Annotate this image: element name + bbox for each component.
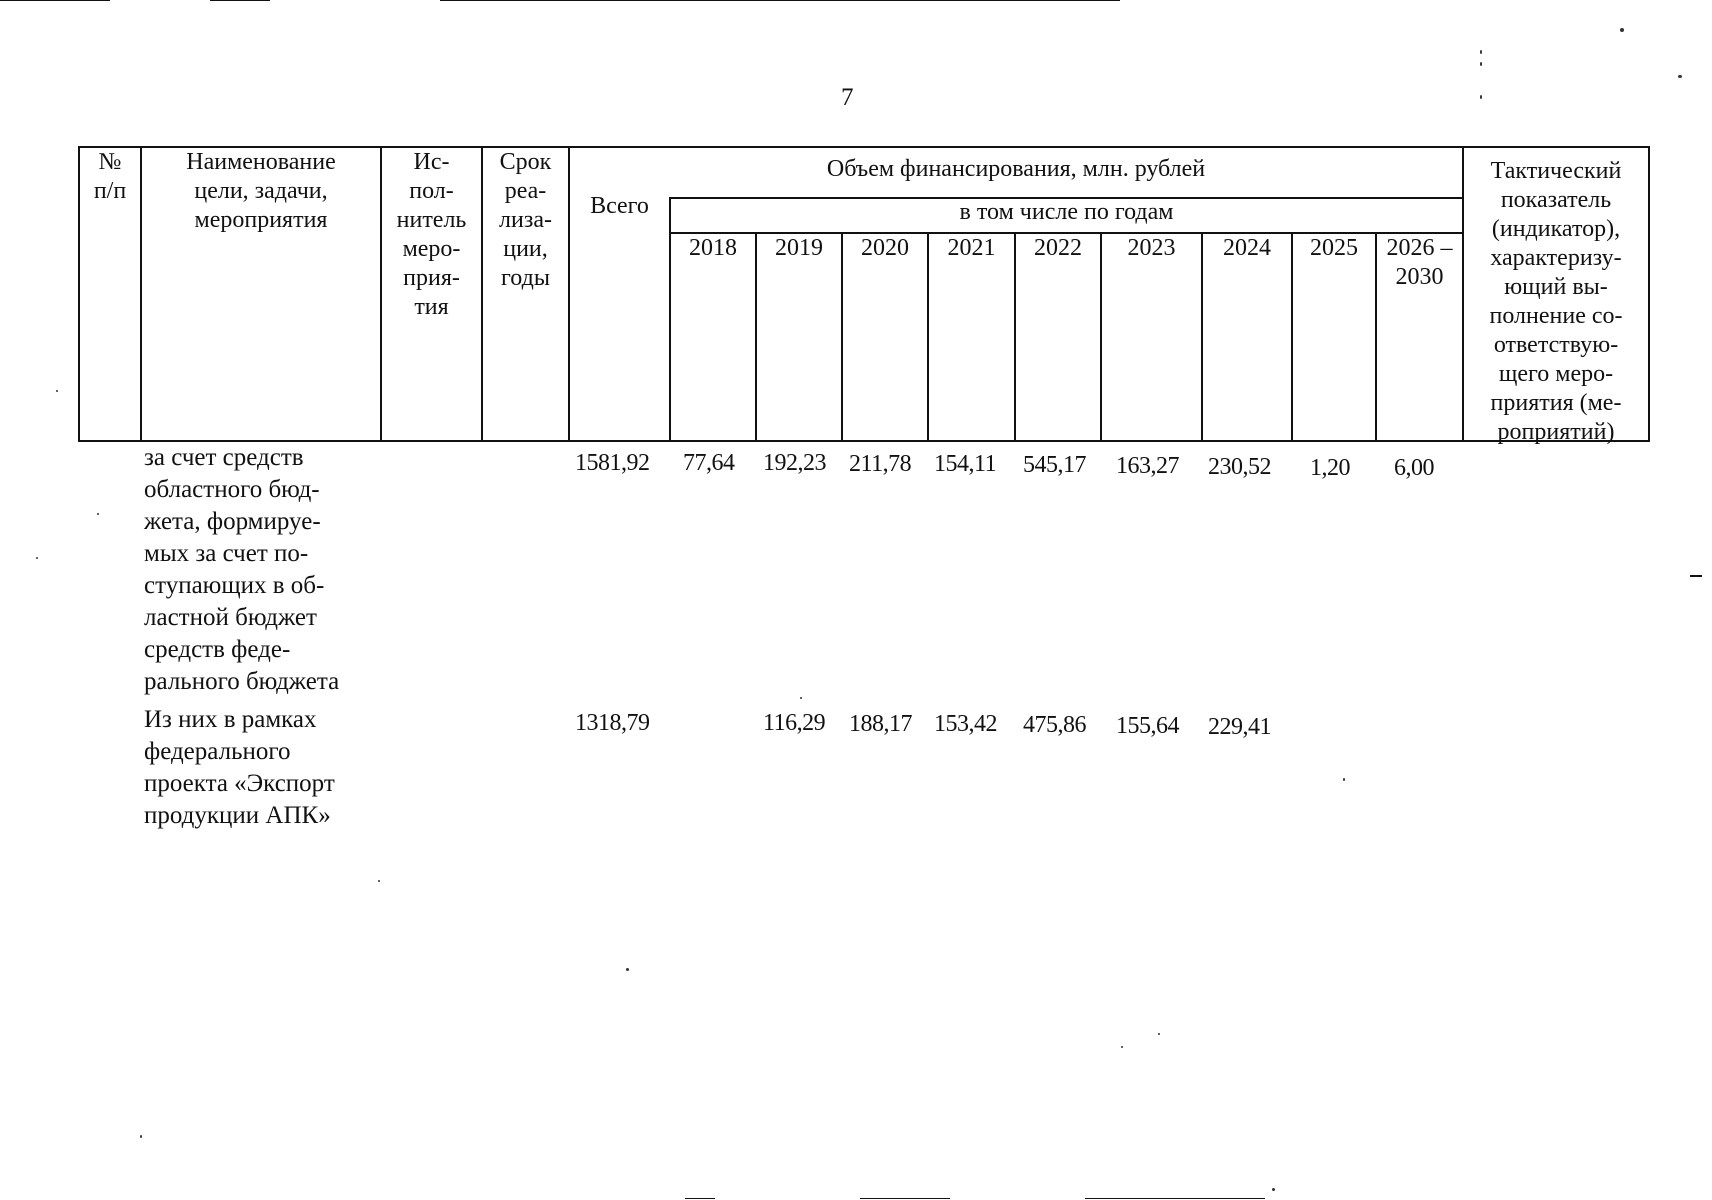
header-year: 2024 — [1223, 235, 1271, 261]
header-funding: Объем финансирования, млн. рублей — [826, 156, 1206, 182]
scan-speck — [36, 557, 38, 559]
scan-speck — [1480, 95, 1482, 99]
row-value: 154,11 — [934, 451, 997, 477]
scan-speck — [800, 697, 802, 699]
header-total: Всего — [590, 193, 649, 219]
col-border — [927, 232, 929, 442]
header-indicator: Тактический показатель (индикатор), характеризу- ющий вы- полнение со- ответствую- щего меро- приятия (ме- роприятий) — [1489, 158, 1623, 445]
row-value: 6,00 — [1394, 455, 1434, 481]
col-border — [568, 146, 570, 442]
scan-speck — [1620, 28, 1624, 32]
header-year: 2025 — [1310, 235, 1358, 261]
scan-speck — [1343, 778, 1345, 781]
row-total: 1318,79 — [575, 710, 650, 736]
col-border — [755, 232, 757, 442]
header-year: 2019 — [775, 235, 823, 261]
header-executor: Ис- пол- нитель меро- прия- тия — [396, 149, 467, 320]
scan-speck — [1158, 1033, 1160, 1035]
row-value: 545,17 — [1023, 452, 1086, 478]
header-year: 2026 – 2030 — [1386, 235, 1453, 290]
row-value: 192,23 — [763, 450, 826, 476]
header-name: Наименование цели, задачи, мероприятия — [186, 149, 336, 233]
scan-speck — [1121, 1046, 1123, 1048]
header-num: № п/п — [93, 149, 127, 204]
page-number: 7 — [841, 84, 854, 111]
header-by-years: в том числе по годам — [959, 199, 1174, 225]
scan-edge-mark — [1690, 575, 1702, 577]
scan-speck — [1678, 75, 1682, 78]
scan-speck — [1480, 62, 1482, 66]
row-value: 229,41 — [1208, 714, 1271, 740]
header-term: Срок реа- лиза- ции, годы — [499, 149, 552, 291]
scan-speck — [1272, 1188, 1275, 1191]
row-value: 1,20 — [1310, 455, 1350, 481]
scan-edge-mark — [1085, 1198, 1265, 1199]
row-label: за счет средств областного бюд- жета, формируе- мых за счет по- ступающих в об- ластной бюджет средств феде- рального бюджета — [144, 444, 340, 695]
scan-edge-mark — [685, 1198, 715, 1199]
row-total: 1581,92 — [575, 450, 650, 476]
header-year: 2018 — [689, 235, 737, 261]
scan-speck — [56, 390, 58, 392]
row-value: 188,17 — [849, 711, 912, 737]
col-border — [841, 232, 843, 442]
col-border — [1291, 232, 1293, 442]
header-year: 2023 — [1127, 235, 1176, 261]
row-value: 163,27 — [1116, 453, 1179, 479]
scan-speck — [140, 1135, 142, 1138]
scan-edge-mark — [860, 1198, 950, 1199]
scan-speck — [1480, 50, 1482, 54]
row-value: 211,78 — [849, 451, 912, 477]
scan-edge-mark — [210, 0, 270, 1]
scan-edge-mark — [0, 0, 110, 1]
scan-speck — [97, 513, 99, 515]
scan-speck — [378, 880, 380, 882]
col-border — [1100, 232, 1102, 442]
row-value: 116,29 — [763, 710, 826, 736]
scan-speck — [626, 968, 629, 971]
row-label: Из них в рамках федерального проекта «Экспорт продукции АПК» — [144, 706, 335, 829]
col-border — [1201, 232, 1203, 442]
row-value: 153,42 — [934, 711, 997, 737]
header-year: 2021 — [947, 235, 996, 261]
col-border — [1014, 232, 1016, 442]
header-year: 2020 — [861, 235, 909, 261]
row-value: 77,64 — [683, 450, 735, 476]
row-value: 155,64 — [1116, 713, 1179, 739]
row-value: 475,86 — [1023, 712, 1086, 738]
col-border — [1648, 146, 1650, 442]
row-value: 230,52 — [1208, 454, 1271, 480]
header-year: 2022 — [1034, 235, 1082, 261]
scan-edge-mark — [440, 0, 1120, 1]
